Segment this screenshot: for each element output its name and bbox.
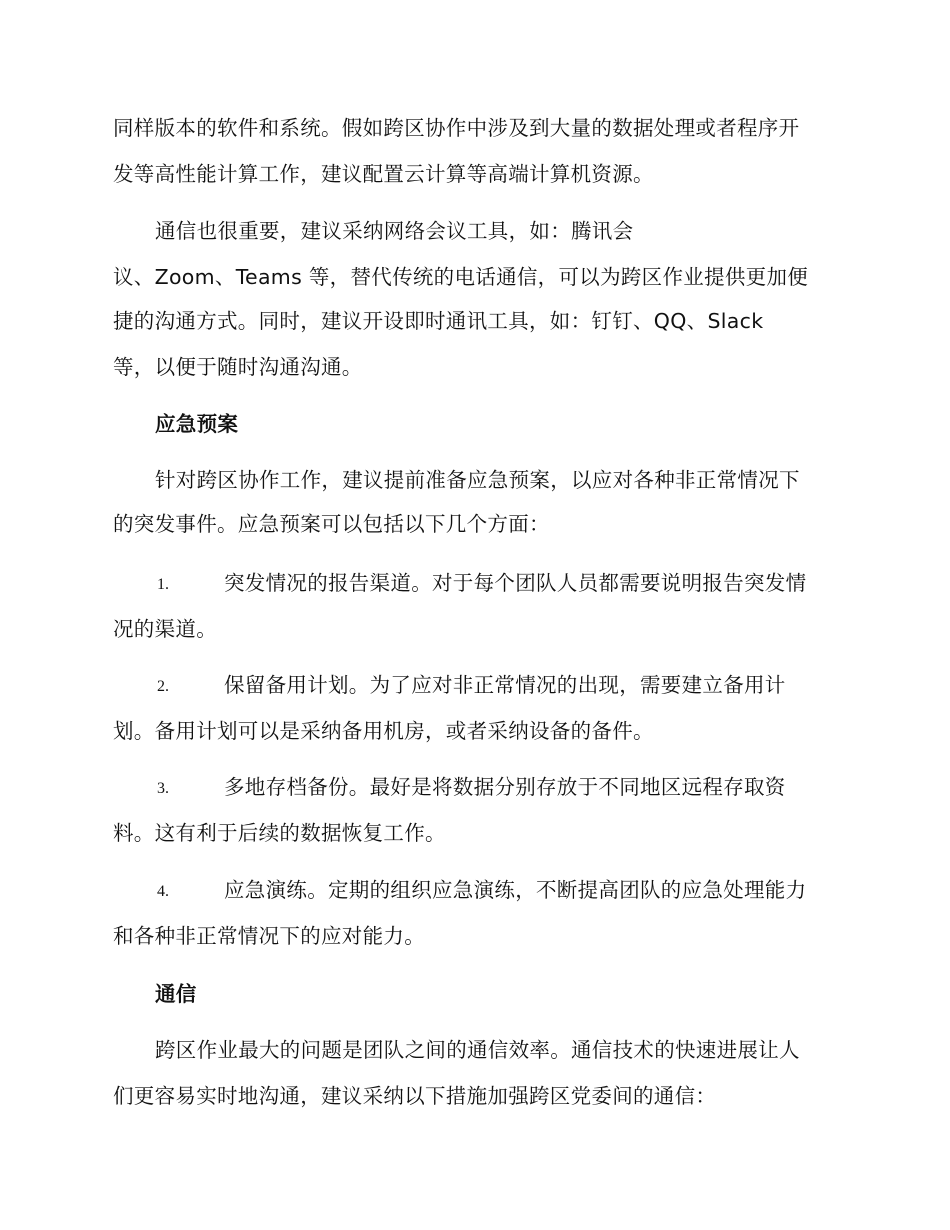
paragraph-line: 发等高性能计算工作，建议配置云计算等高端计算机资源。	[113, 162, 654, 186]
paragraph-line: 同样版本的软件和系统。假如跨区协作中涉及到大量的数据处理或者程序开	[113, 116, 800, 140]
paragraph-line: 的突发事件。应急预案可以包括以下几个方面：	[113, 512, 550, 536]
list-item-text: 应急演练。定期的组织应急演练，不断提高团队的应急处理能力	[224, 878, 807, 902]
list-item-text: 突发情况的报告渠道。对于每个团队人员都需要说明报告突发情	[224, 571, 807, 595]
list-item-text: 保留备用计划。为了应对非正常情况的出现，需要建立备用计	[224, 673, 786, 697]
paragraph-line: 捷的沟通方式。同时，建议开设即时通讯工具，如：钉钉、QQ、Slack	[113, 309, 764, 333]
paragraph-line: 针对跨区协作工作，建议提前准备应急预案，以应对各种非正常情况下	[155, 468, 800, 492]
paragraph-line: 跨区作业最大的问题是团队之间的通信效率。通信技术的快速进展让人	[155, 1038, 800, 1062]
paragraph-line: 等，以便于随时沟通沟通。	[113, 355, 363, 379]
section-heading: 应急预案	[155, 412, 239, 436]
list-number: 4.	[157, 883, 169, 900]
list-number: 1.	[157, 576, 169, 593]
list-item-continuation: 料。这有利于后续的数据恢复工作。	[113, 821, 446, 845]
list-item-continuation: 划。备用计划可以是采纳备用机房，或者采纳设备的备件。	[113, 719, 654, 743]
paragraph-line: 通信也很重要，建议采纳网络会议工具，如：腾讯会	[155, 219, 634, 243]
list-number: 3.	[157, 780, 169, 797]
list-item-continuation: 况的渠道。	[113, 617, 217, 641]
paragraph-line: 们更容易实时地沟通，建议采纳以下措施加强跨区党委间的通信：	[113, 1084, 717, 1108]
list-number: 2.	[157, 678, 169, 695]
paragraph-line: 议、Zoom、Teams 等，替代传统的电话通信，可以为跨区作业提供更加便	[113, 265, 809, 289]
list-item-continuation: 和各种非正常情况下的应对能力。	[113, 924, 425, 948]
section-heading: 通信	[155, 982, 197, 1006]
list-item-text: 多地存档备份。最好是将数据分别存放于不同地区远程存取资	[224, 775, 786, 799]
